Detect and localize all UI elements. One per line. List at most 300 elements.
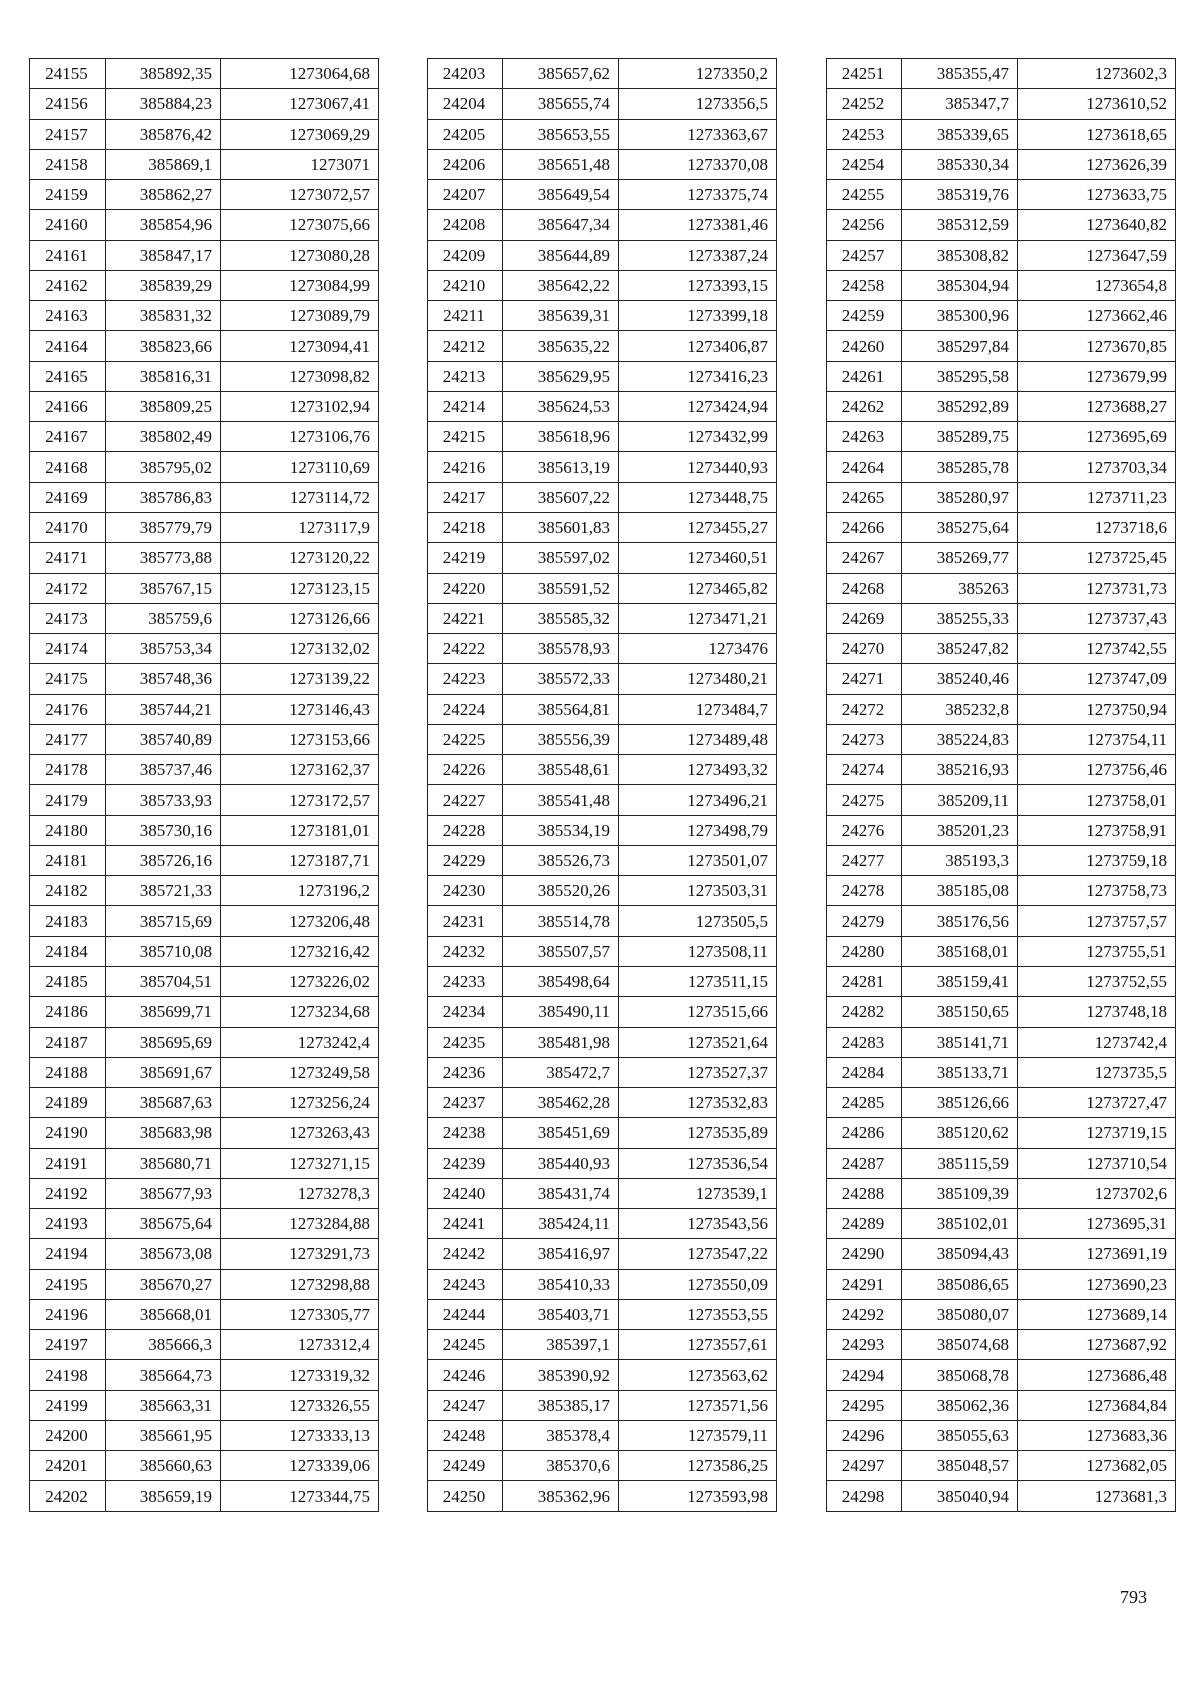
point-number-cell: 24224 [428,694,503,724]
x-coordinate-cell: 385347,7 [902,89,1018,119]
point-number-cell: 24281 [827,966,902,996]
y-coordinate-cell: 1273356,5 [619,89,777,119]
y-coordinate-cell: 1273735,5 [1018,1057,1176,1087]
y-coordinate-cell: 1273718,6 [1018,512,1176,542]
point-number-cell: 24245 [428,1330,503,1360]
point-number-cell: 24250 [428,1481,503,1511]
table-row [30,482,379,512]
point-number-cell: 24239 [428,1148,503,1178]
point-number-cell: 24276 [827,815,902,845]
point-number-cell: 24244 [428,1299,503,1329]
x-coordinate-cell: 385410,33 [503,1269,619,1299]
y-coordinate-cell: 1273098,82 [221,361,379,391]
table-row [428,119,777,149]
x-coordinate-cell: 385397,1 [503,1330,619,1360]
y-coordinate-cell: 1273610,52 [1018,89,1176,119]
x-coordinate-cell: 385240,46 [902,664,1018,694]
point-number-cell: 24200 [30,1420,106,1450]
y-coordinate-cell: 1273752,55 [1018,966,1176,996]
x-coordinate-cell: 385691,67 [106,1057,221,1087]
y-coordinate-cell: 1273563,62 [619,1360,777,1390]
coordinate-table-1 [29,58,379,1512]
table-row [827,89,1176,119]
table-row [30,906,379,936]
y-coordinate-cell: 1273071 [221,149,379,179]
y-coordinate-cell: 1273557,61 [619,1330,777,1360]
x-coordinate-cell: 385289,75 [902,422,1018,452]
x-coordinate-cell: 385094,43 [902,1239,1018,1269]
y-coordinate-cell: 1273476 [619,634,777,664]
y-coordinate-cell: 1273110,69 [221,452,379,482]
y-coordinate-cell: 1273750,94 [1018,694,1176,724]
x-coordinate-cell: 385642,22 [503,270,619,300]
table-row [30,301,379,331]
point-number-cell: 24192 [30,1178,106,1208]
x-coordinate-cell: 385390,92 [503,1360,619,1390]
x-coordinate-cell: 385854,96 [106,210,221,240]
x-coordinate-cell: 385704,51 [106,966,221,996]
x-coordinate-cell: 385721,33 [106,876,221,906]
y-coordinate-cell: 1273234,68 [221,997,379,1027]
point-number-cell: 24285 [827,1088,902,1118]
x-coordinate-cell: 385255,33 [902,603,1018,633]
y-coordinate-cell: 1273711,23 [1018,482,1176,512]
y-coordinate-cell: 1273249,58 [221,1057,379,1087]
table-row [30,634,379,664]
x-coordinate-cell: 385802,49 [106,422,221,452]
x-coordinate-cell: 385831,32 [106,301,221,331]
y-coordinate-cell: 1273553,55 [619,1299,777,1329]
table-row [428,301,777,331]
x-coordinate-cell: 385809,25 [106,391,221,421]
table-row [30,936,379,966]
x-coordinate-cell: 385659,19 [106,1481,221,1511]
table-row [827,149,1176,179]
y-coordinate-cell: 1273602,3 [1018,59,1176,89]
table-row [827,1330,1176,1360]
x-coordinate-cell: 385744,21 [106,694,221,724]
table-row [827,1178,1176,1208]
y-coordinate-cell: 1273690,23 [1018,1269,1176,1299]
point-number-cell: 24295 [827,1390,902,1420]
point-number-cell: 24227 [428,785,503,815]
table-row [30,785,379,815]
y-coordinate-cell: 1273226,02 [221,966,379,996]
y-coordinate-cell: 1273503,31 [619,876,777,906]
point-number-cell: 24283 [827,1027,902,1057]
point-number-cell: 24185 [30,966,106,996]
table-row [827,240,1176,270]
point-number-cell: 24226 [428,755,503,785]
y-coordinate-cell: 1273757,57 [1018,906,1176,936]
y-coordinate-cell: 1273493,32 [619,755,777,785]
y-coordinate-cell: 1273682,05 [1018,1451,1176,1481]
point-number-cell: 24216 [428,452,503,482]
point-number-cell: 24195 [30,1269,106,1299]
y-coordinate-cell: 1273695,69 [1018,422,1176,452]
y-coordinate-cell: 1273333,13 [221,1420,379,1450]
table-row [428,240,777,270]
table-row [827,815,1176,845]
point-number-cell: 24231 [428,906,503,936]
table-row [30,724,379,754]
point-number-cell: 24221 [428,603,503,633]
y-coordinate-cell: 1273381,46 [619,210,777,240]
table-row [827,543,1176,573]
y-coordinate-cell: 1273106,76 [221,422,379,452]
x-coordinate-cell: 385748,36 [106,664,221,694]
table-row [30,1209,379,1239]
coordinate-table-body [428,59,777,1512]
point-number-cell: 24268 [827,573,902,603]
x-coordinate-cell: 385629,95 [503,361,619,391]
x-coordinate-cell: 385263 [902,573,1018,603]
y-coordinate-cell: 1273748,18 [1018,997,1176,1027]
y-coordinate-cell: 1273755,51 [1018,936,1176,966]
point-number-cell: 24189 [30,1088,106,1118]
table-row [428,1330,777,1360]
table-row [30,452,379,482]
point-number-cell: 24240 [428,1178,503,1208]
y-coordinate-cell: 1273139,22 [221,664,379,694]
y-coordinate-cell: 1273064,68 [221,59,379,89]
point-number-cell: 24168 [30,452,106,482]
x-coordinate-cell: 385740,89 [106,724,221,754]
point-number-cell: 24190 [30,1118,106,1148]
table-row [428,634,777,664]
point-number-cell: 24252 [827,89,902,119]
point-number-cell: 24187 [30,1027,106,1057]
x-coordinate-cell: 385869,1 [106,149,221,179]
x-coordinate-cell: 385378,4 [503,1420,619,1450]
y-coordinate-cell: 1273339,06 [221,1451,379,1481]
x-coordinate-cell: 385133,71 [902,1057,1018,1087]
point-number-cell: 24249 [428,1451,503,1481]
table-row [428,543,777,573]
y-coordinate-cell: 1273350,2 [619,59,777,89]
y-coordinate-cell: 1273719,15 [1018,1118,1176,1148]
x-coordinate-cell: 385892,35 [106,59,221,89]
point-number-cell: 24165 [30,361,106,391]
table-row [30,1118,379,1148]
point-number-cell: 24180 [30,815,106,845]
x-coordinate-cell: 385232,8 [902,694,1018,724]
y-coordinate-cell: 1273508,11 [619,936,777,966]
table-row [827,1209,1176,1239]
x-coordinate-cell: 385730,16 [106,815,221,845]
table-row [30,1269,379,1299]
table-row [827,301,1176,331]
table-row [827,452,1176,482]
x-coordinate-cell: 385040,94 [902,1481,1018,1511]
x-coordinate-cell: 385657,62 [503,59,619,89]
y-coordinate-cell: 1273501,07 [619,845,777,875]
table-row [827,361,1176,391]
y-coordinate-cell: 1273742,4 [1018,1027,1176,1057]
point-number-cell: 24275 [827,785,902,815]
x-coordinate-cell: 385660,63 [106,1451,221,1481]
y-coordinate-cell: 1273742,55 [1018,634,1176,664]
table-row [428,815,777,845]
table-row [428,59,777,89]
y-coordinate-cell: 1273089,79 [221,301,379,331]
table-row [827,694,1176,724]
table-row [827,1360,1176,1390]
table-row [827,906,1176,936]
point-number-cell: 24178 [30,755,106,785]
y-coordinate-cell: 1273695,31 [1018,1209,1176,1239]
x-coordinate-cell: 385209,11 [902,785,1018,815]
x-coordinate-cell: 385431,74 [503,1178,619,1208]
x-coordinate-cell: 385534,19 [503,815,619,845]
point-number-cell: 24236 [428,1057,503,1087]
table-row [428,664,777,694]
y-coordinate-cell: 1273132,02 [221,634,379,664]
table-row [827,876,1176,906]
table-row [428,1239,777,1269]
x-coordinate-cell: 385362,96 [503,1481,619,1511]
point-number-cell: 24179 [30,785,106,815]
x-coordinate-cell: 385726,16 [106,845,221,875]
point-number-cell: 24183 [30,906,106,936]
y-coordinate-cell: 1273263,43 [221,1118,379,1148]
point-number-cell: 24229 [428,845,503,875]
table-row [30,1239,379,1269]
y-coordinate-cell: 1273539,1 [619,1178,777,1208]
y-coordinate-cell: 1273460,51 [619,543,777,573]
x-coordinate-cell: 385624,53 [503,391,619,421]
point-number-cell: 24188 [30,1057,106,1087]
table-row [827,1269,1176,1299]
x-coordinate-cell: 385168,01 [902,936,1018,966]
x-coordinate-cell: 385675,64 [106,1209,221,1239]
table-row [30,1027,379,1057]
x-coordinate-cell: 385115,59 [902,1148,1018,1178]
y-coordinate-cell: 1273080,28 [221,240,379,270]
table-row [827,210,1176,240]
y-coordinate-cell: 1273527,37 [619,1057,777,1087]
point-number-cell: 24191 [30,1148,106,1178]
x-coordinate-cell: 385862,27 [106,180,221,210]
point-number-cell: 24206 [428,149,503,179]
table-row [827,634,1176,664]
y-coordinate-cell: 1273206,48 [221,906,379,936]
x-coordinate-cell: 385074,68 [902,1330,1018,1360]
y-coordinate-cell: 1273072,57 [221,180,379,210]
table-row [428,391,777,421]
x-coordinate-cell: 385541,48 [503,785,619,815]
table-row [428,1057,777,1087]
x-coordinate-cell: 385680,71 [106,1148,221,1178]
x-coordinate-cell: 385462,28 [503,1088,619,1118]
table-row [827,1088,1176,1118]
point-number-cell: 24264 [827,452,902,482]
point-number-cell: 24170 [30,512,106,542]
point-number-cell: 24235 [428,1027,503,1057]
y-coordinate-cell: 1273521,64 [619,1027,777,1057]
table-row [30,694,379,724]
coordinate-table-3 [826,58,1176,1512]
table-row [30,603,379,633]
x-coordinate-cell: 385285,78 [902,452,1018,482]
x-coordinate-cell: 385481,98 [503,1027,619,1057]
y-coordinate-cell: 1273687,92 [1018,1330,1176,1360]
table-row [428,1148,777,1178]
y-coordinate-cell: 1273536,54 [619,1148,777,1178]
table-row [428,845,777,875]
table-row [30,270,379,300]
y-coordinate-cell: 1273688,27 [1018,391,1176,421]
table-row [30,543,379,573]
y-coordinate-cell: 1273496,21 [619,785,777,815]
table-row [827,664,1176,694]
x-coordinate-cell: 385424,11 [503,1209,619,1239]
x-coordinate-cell: 385668,01 [106,1299,221,1329]
y-coordinate-cell: 1273319,32 [221,1360,379,1390]
table-row [827,603,1176,633]
point-number-cell: 24230 [428,876,503,906]
table-row [30,815,379,845]
point-number-cell: 24184 [30,936,106,966]
y-coordinate-cell: 1273172,57 [221,785,379,815]
y-coordinate-cell: 1273532,83 [619,1088,777,1118]
table-row [428,180,777,210]
point-number-cell: 24261 [827,361,902,391]
point-number-cell: 24246 [428,1360,503,1390]
table-row [428,1209,777,1239]
point-number-cell: 24196 [30,1299,106,1329]
table-row [428,724,777,754]
x-coordinate-cell: 385269,77 [902,543,1018,573]
point-number-cell: 24207 [428,180,503,210]
y-coordinate-cell: 1273759,18 [1018,845,1176,875]
x-coordinate-cell: 385585,32 [503,603,619,633]
x-coordinate-cell: 385737,46 [106,755,221,785]
y-coordinate-cell: 1273440,93 [619,452,777,482]
x-coordinate-cell: 385710,08 [106,936,221,966]
y-coordinate-cell: 1273344,75 [221,1481,379,1511]
table-row [30,210,379,240]
table-row [827,724,1176,754]
x-coordinate-cell: 385451,69 [503,1118,619,1148]
y-coordinate-cell: 1273305,77 [221,1299,379,1329]
x-coordinate-cell: 385185,08 [902,876,1018,906]
point-number-cell: 24166 [30,391,106,421]
y-coordinate-cell: 1273146,43 [221,694,379,724]
y-coordinate-cell: 1273424,94 [619,391,777,421]
x-coordinate-cell: 385308,82 [902,240,1018,270]
point-number-cell: 24274 [827,755,902,785]
point-number-cell: 24256 [827,210,902,240]
table-row [827,1027,1176,1057]
x-coordinate-cell: 385651,48 [503,149,619,179]
x-coordinate-cell: 385647,34 [503,210,619,240]
point-number-cell: 24263 [827,422,902,452]
point-number-cell: 24198 [30,1360,106,1390]
table-row [428,966,777,996]
table-row [428,1178,777,1208]
table-row [827,845,1176,875]
y-coordinate-cell: 1273703,34 [1018,452,1176,482]
y-coordinate-cell: 1273480,21 [619,664,777,694]
point-number-cell: 24214 [428,391,503,421]
point-number-cell: 24290 [827,1239,902,1269]
point-number-cell: 24286 [827,1118,902,1148]
y-coordinate-cell: 1273684,84 [1018,1390,1176,1420]
point-number-cell: 24272 [827,694,902,724]
point-number-cell: 24173 [30,603,106,633]
point-number-cell: 24267 [827,543,902,573]
y-coordinate-cell: 1273312,4 [221,1330,379,1360]
point-number-cell: 24288 [827,1178,902,1208]
y-coordinate-cell: 1273455,27 [619,512,777,542]
y-coordinate-cell: 1273683,36 [1018,1420,1176,1450]
x-coordinate-cell: 385514,78 [503,906,619,936]
x-coordinate-cell: 385733,93 [106,785,221,815]
point-number-cell: 24278 [827,876,902,906]
point-number-cell: 24160 [30,210,106,240]
table-row [30,59,379,89]
x-coordinate-cell: 385639,31 [503,301,619,331]
point-number-cell: 24213 [428,361,503,391]
y-coordinate-cell: 1273471,21 [619,603,777,633]
table-row [428,422,777,452]
table-row [428,603,777,633]
y-coordinate-cell: 1273075,66 [221,210,379,240]
coordinate-table-body [827,59,1176,1512]
table-row [428,361,777,391]
x-coordinate-cell: 385507,57 [503,936,619,966]
point-number-cell: 24176 [30,694,106,724]
table-row [30,1178,379,1208]
y-coordinate-cell: 1273593,98 [619,1481,777,1511]
point-number-cell: 24251 [827,59,902,89]
coordinate-table-2 [427,58,777,1512]
x-coordinate-cell: 385715,69 [106,906,221,936]
point-number-cell: 24210 [428,270,503,300]
point-number-cell: 24209 [428,240,503,270]
table-row [827,422,1176,452]
point-number-cell: 24215 [428,422,503,452]
table-row [827,1057,1176,1087]
y-coordinate-cell: 1273153,66 [221,724,379,754]
y-coordinate-cell: 1273084,99 [221,270,379,300]
point-number-cell: 24298 [827,1481,902,1511]
point-number-cell: 24202 [30,1481,106,1511]
point-number-cell: 24234 [428,997,503,1027]
x-coordinate-cell: 385670,27 [106,1269,221,1299]
y-coordinate-cell: 1273758,01 [1018,785,1176,815]
x-coordinate-cell: 385613,19 [503,452,619,482]
table-row [827,966,1176,996]
table-row [428,452,777,482]
x-coordinate-cell: 385649,54 [503,180,619,210]
y-coordinate-cell: 1273375,74 [619,180,777,210]
y-coordinate-cell: 1273640,82 [1018,210,1176,240]
x-coordinate-cell: 385759,6 [106,603,221,633]
table-row [827,512,1176,542]
x-coordinate-cell: 385786,83 [106,482,221,512]
point-number-cell: 24182 [30,876,106,906]
table-row [428,1269,777,1299]
y-coordinate-cell: 1273465,82 [619,573,777,603]
table-row [428,331,777,361]
coordinate-table-body [30,59,379,1512]
table-row [827,1451,1176,1481]
x-coordinate-cell: 385385,17 [503,1390,619,1420]
table-row [30,422,379,452]
table-row [30,876,379,906]
